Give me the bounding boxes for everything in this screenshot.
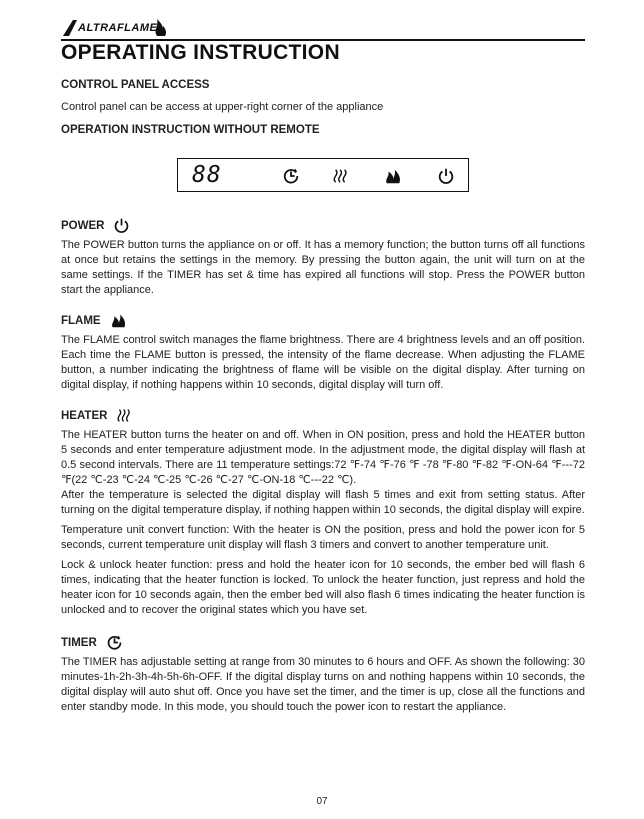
heater-section-header	[61, 407, 585, 424]
access-heading: CONTROL PANEL ACCESS	[61, 79, 210, 91]
timer-section-header	[61, 634, 585, 651]
timer-icon	[106, 634, 123, 651]
flame-icon	[384, 167, 402, 185]
power-icon	[113, 217, 130, 234]
heater-icon	[116, 407, 133, 424]
heater-text-2: After the temperature is selected the digital display will flash 5 times and exit from setting status. After turning on the digital temperature display, if nothing happen within 10 seconds, the digital display will expire.	[61, 489, 585, 516]
power-section-header	[61, 217, 585, 234]
heater-text-1: The HEATER button turns the heater on and off. When in ON position, press and hold the HEATER button 5 seconds and enter temperature adjustment mode. In the adjustment mode, the digital display will flash at 0.5 second intervals. There are 11 temperature settings:72 ℉-74 ℉-76 ℉ -78 ℉-80 ℉-82 ℉-ON-64 ℉---72 ℉(22 ℃-23 ℃-24 ℃-25 ℃-26 ℃-27 ℃-ON-18 ℃---22 ℃).	[61, 429, 585, 486]
heater-heading: HEATER	[61, 409, 108, 422]
page-number: 07	[316, 796, 328, 807]
without-remote-heading: OPERATION INSTRUCTION WITHOUT REMOTE	[61, 124, 320, 136]
power-text: The POWER button turns the appliance on or off. It has a memory function; the button turns off all functions at once but retains the settings in the memory. By pressing the button again, the unit will turn on at the same settings. If the TIMER has set & time has expired all functions will stop. Press the POWER button start the appliance.	[61, 239, 585, 296]
flame-heading: FLAME	[61, 314, 101, 327]
flame-text: The FLAME control switch manages the flame brightness. There are 4 brightness levels and an off position. Each time the FLAME button is pressed, the intensity of the flame decrease. When adjusting the FLAME button, a number indicating the brightness of flame will be visible on the digital display. After turning on digital display, if nothing happens within 10 seconds, digital display will turn off.	[61, 334, 585, 391]
brand-logo	[61, 16, 171, 38]
heater-text-3: Temperature unit convert function: With the heater is ON the position, press and hold the power icon for 5 seconds, current temperature unit display will flash 3 timers and convert to another temperature unit.	[61, 524, 585, 551]
flame-section-header	[61, 312, 585, 329]
timer-text: The TIMER has adjustable setting at range from 30 minutes to 6 hours and OFF. As shown the following: 30 minutes-1h-2h-3h-4h-5h-6h-OFF. If the digital display turns on and nothing happens within 10 seconds, the digital display will auto shut off. Once you have set the timer, and the timer is up, close all the functions and enter standby mode. In this mode, you should touch the power icon to restart the appliance.	[61, 656, 585, 713]
access-text: Control panel can be access at upper-right corner of the appliance	[61, 101, 384, 113]
heater-icon	[332, 167, 350, 185]
timer-icon	[282, 167, 300, 185]
brand-name: ALTRAFLAME	[78, 22, 158, 34]
content	[61, 79, 585, 715]
page-title: OPERATING INSTRUCTION	[61, 41, 340, 64]
power-heading: POWER	[61, 219, 105, 232]
heater-text-4: Lock & unlock heater function: press and hold the heater icon for 10 seconds, the ember bed will flash 6 times, indicating that the heater function is locked. To unlock the heater function, just repress and hold the heater icon for 10 seconds again, then the ember bed will also flash 6 times indicating the heater function is unlocked and to recover the original states which you have set.	[61, 559, 585, 616]
flame-icon	[110, 312, 127, 329]
timer-heading: TIMER	[61, 636, 97, 649]
power-icon	[437, 167, 455, 185]
control-panel-diagram	[177, 158, 469, 192]
digital-display: 88	[192, 162, 222, 188]
